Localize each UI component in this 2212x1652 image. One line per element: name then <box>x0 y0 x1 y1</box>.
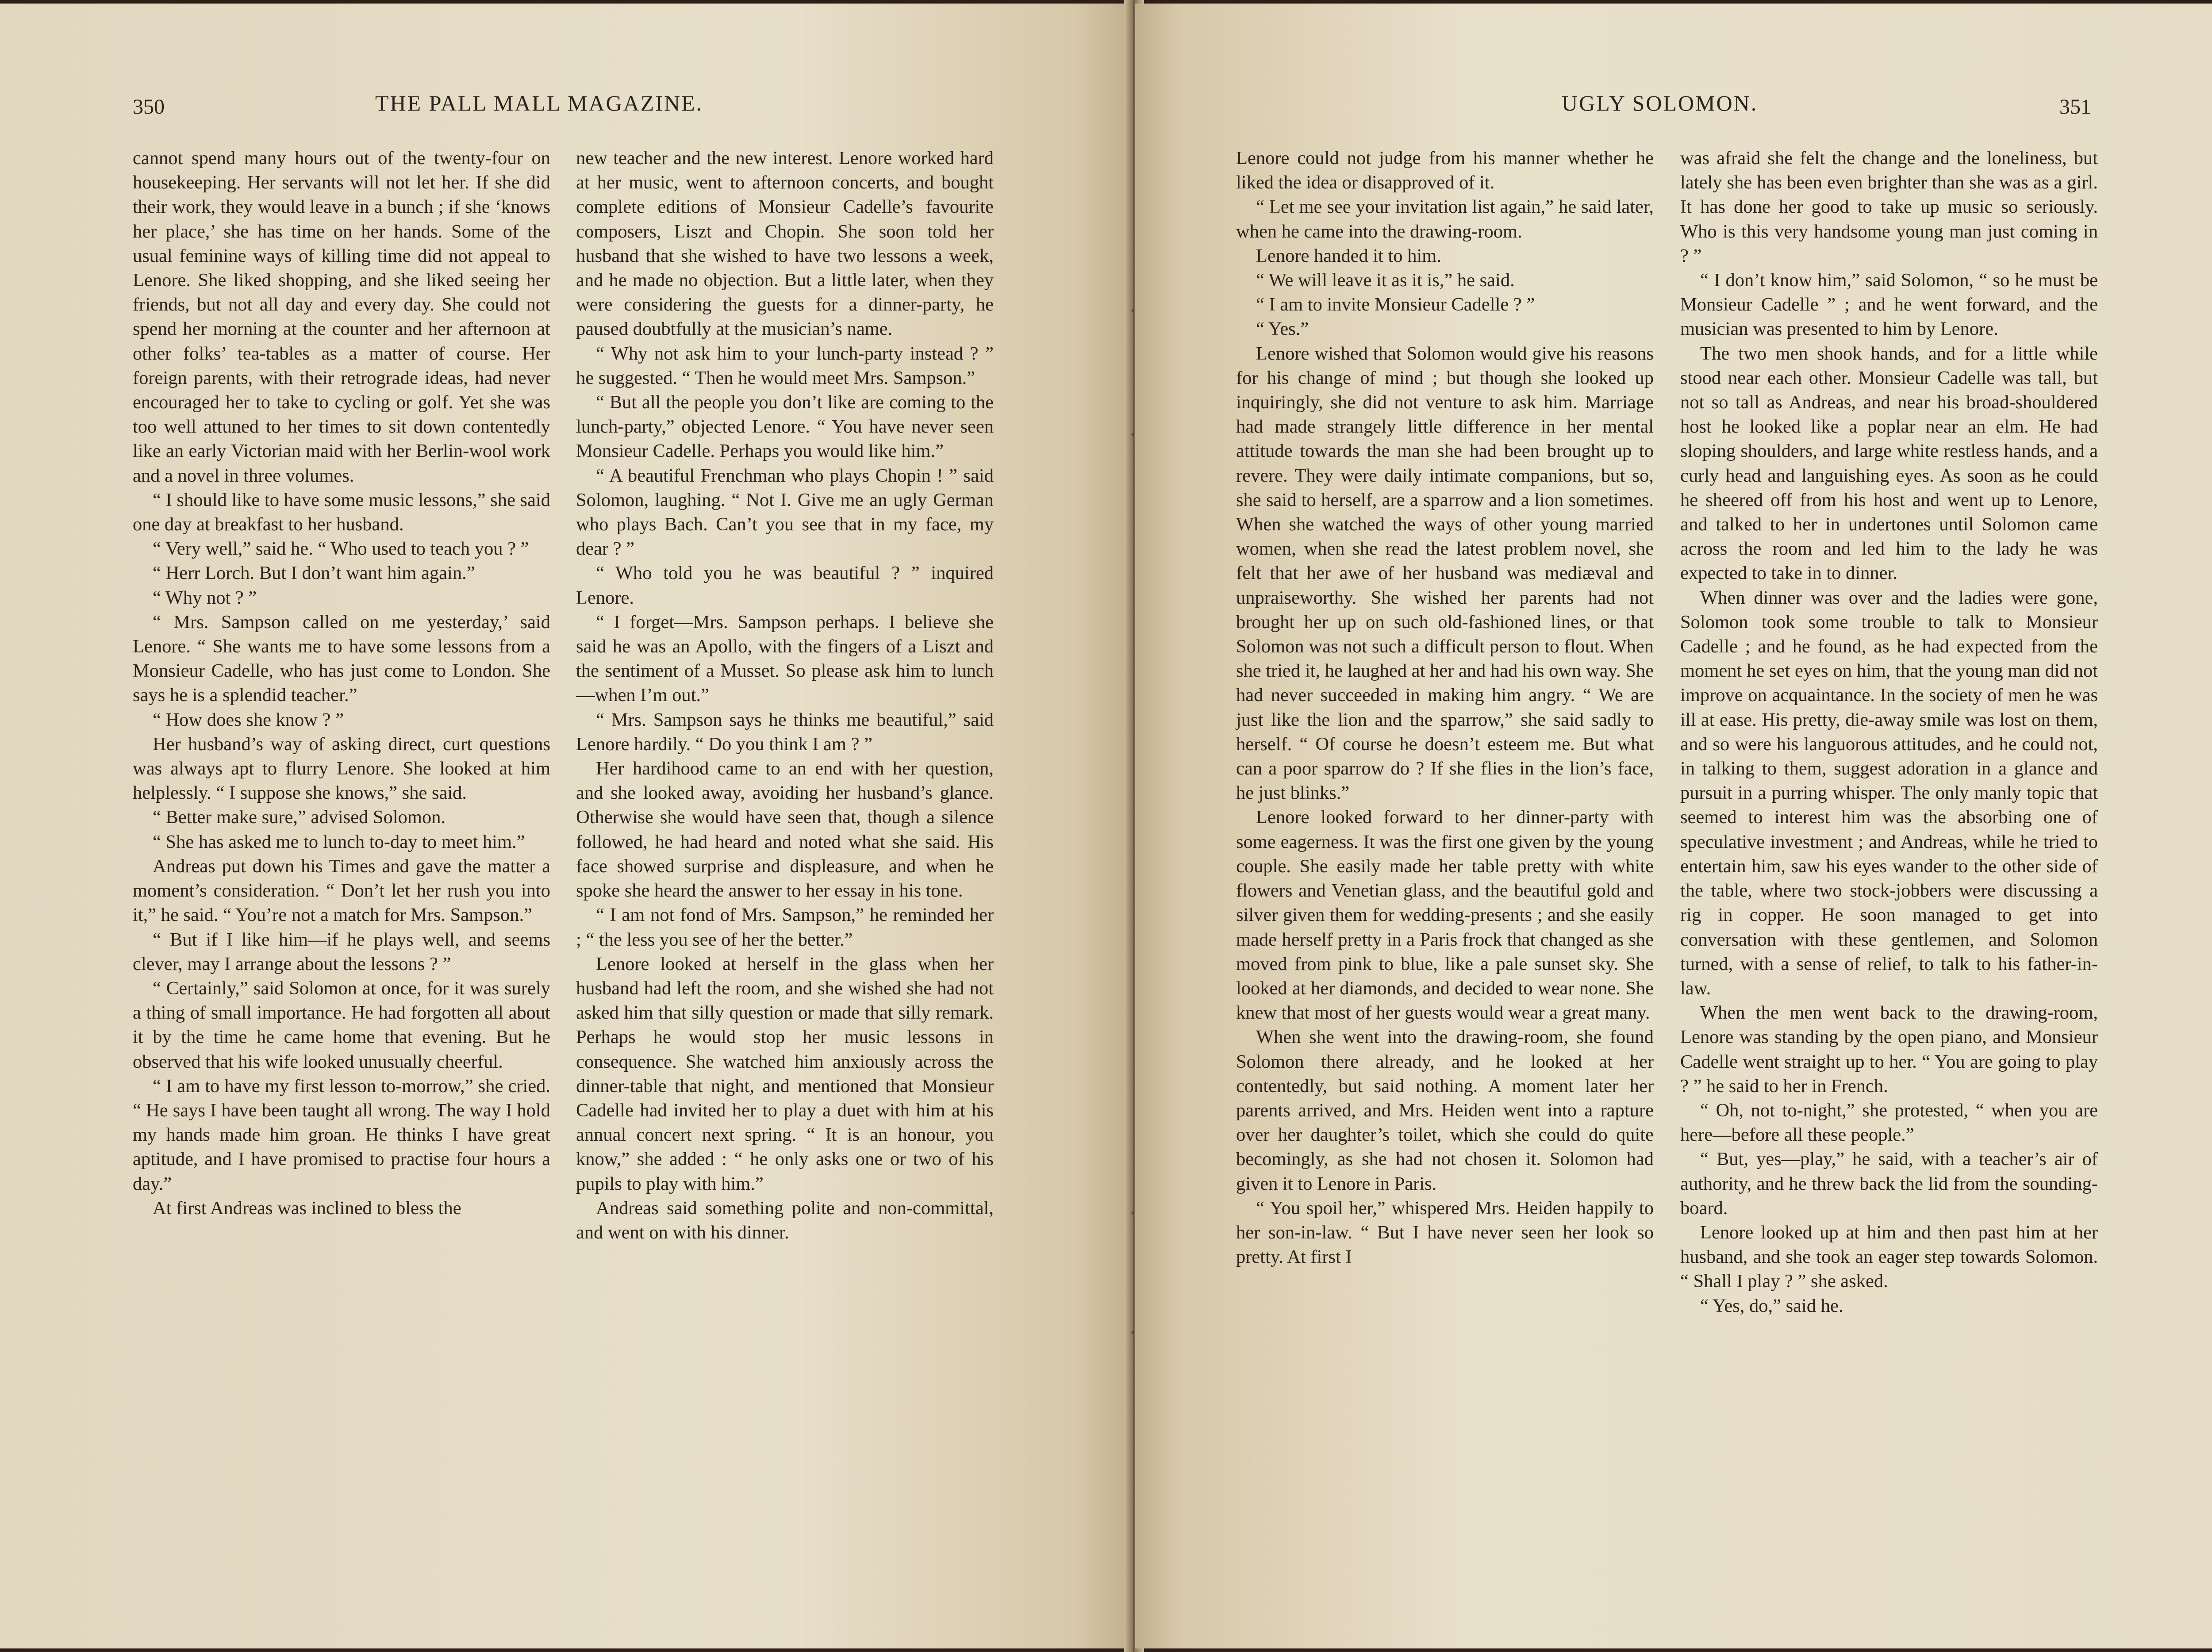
paragraph: “ Who told you he was beautiful ? ” inquired Lenore. <box>576 563 994 608</box>
paragraph: “ She has asked me to lunch to-day to meet him.” <box>153 831 525 852</box>
paragraph: cannot spend many hours out of the twenty-four on housekeeping. Her servants will not let her. If she did their work, they would leave in a bunch ; if she ‘knows her place,’ she has time on her hands. Some of the usual feminine ways of killing time did not appeal to Lenore. She liked shopping, and she liked seeing her friends, but not all day and every day. She could not spend her morning at the counter and her afternoon at other folks’ tea-tables as a matter of course. Her foreign parents, with their retrograde ideas, had never encouraged her to take to cycling or golf. Yet she was too well attuned to her times to sit down contentedly like an early Victorian maid with her Berlin-wool work and a novel in three volumes. <box>133 148 550 486</box>
paragraph: “ We will leave it as it is,” he said. <box>1256 270 1515 291</box>
paragraph: “ Oh, not to-night,” she protested, “ when you are here—before all these people.” <box>1680 1100 2098 1146</box>
paragraph: “ You spoil her,” whispered Mrs. Heiden happily to her son-in-law. “ But I have never seen her look so pretty. At first I <box>1236 1197 1654 1268</box>
paragraph: “ I am to have my first lesson to-morrow,” she cried. “ He says I have been taught all wrong. The way I hold my hands made him groan. He thinks I have great aptitude, and I have promised to practise four hours a day.” <box>133 1075 550 1194</box>
paragraph: Andreas put down his Times and gave the matter a moment’s consideration. “ Don’t let her rush you into it,” he said. “ You’re not a match for Mrs. Sampson.” <box>133 855 550 926</box>
paragraph: Andreas said something polite and non-committal, and went on with his dinner. <box>576 1197 994 1243</box>
left-column-2 <box>576 146 994 1245</box>
paragraph: When dinner was over and the ladies were gone, Solomon took some trouble to talk to Monsieur Cadelle ; and he found, as he had expected from the moment he set eyes on him, that the young man did not improve on acquaintance. In the society of men he was ill at ease. His pretty, die-away smile was lost on them, and so were his languorous attitudes, and he could not, in talking to them, suggest adoration in a glance and pursuit in a purring whisper. The only manly topic that seemed to interest him was the absorbing one of speculative investment ; and Andreas, while he tried to entertain him, saw his eyes wander to the other side of the table, where two stock-jobbers were discussing a rig in copper. He soon managed to get into conversation with these gentlemen, and Solomon turned, with a sense of relief, to talk to his father-in-law. <box>1680 587 2098 999</box>
left-column-1 <box>133 146 550 1220</box>
paragraph: Lenore looked up at him and then past him at her husband, and she took an eager step towards Solomon. “ Shall I play ? ” she asked. <box>1680 1222 2098 1292</box>
paragraph: The two men shook hands, and for a little while stood near each other. Monsieur Cadelle was tall, but not so tall as Andreas, and near his broad-shouldered host he looked like a poplar near an elm. He had sloping shoulders, and large white restless hands, and a curly head and languishing eyes. As soon as he could he sheered off from his host and went up to Lenore, and talked to her in undertones until Solomon came across the room and led him to the lady he was expected to take in to dinner. <box>1680 343 2098 584</box>
paragraph: Lenore looked at herself in the glass when her husband had left the room, and she wished she had not asked him that silly question or made that silly remark. Perhaps he would stop her music lessons in consequence. She watched him anxiously across the dinner-table that night, and mentioned that Monsieur Cadelle had invited her to play a duet with him at his annual concert next spring. “ It is an honour, you know,” she added : “ he only asks one or two of his pupils to play with him.” <box>576 953 994 1194</box>
paragraph: “ Certainly,” said Solomon at once, for it was surely a thing of small importance. He had forgotten all about it by the time he came home that evening. But he observed that his wife looked unusually cheerful. <box>133 977 550 1072</box>
paragraph: “ I forget—Mrs. Sampson perhaps. I believe she said he was an Apollo, with the fingers of a Liszt and the sentiment of a Musset. So please ask him to lunch—when I’m out.” <box>576 611 994 706</box>
paragraph: “ A beautiful Frenchman who plays Chopin ! ” said Solomon, laughing. “ Not I. Give me an ugly German who plays Bach. Can’t you see that in my face, my dear ? ” <box>576 465 994 560</box>
paragraph: “ I should like to have some music lessons,” she said one day at breakfast to her husband. <box>133 489 550 535</box>
paragraph: “ Very well,” said he. “ Who used to teach you ? ” <box>153 538 529 560</box>
paragraph: “ Better make sure,” advised Solomon. <box>153 807 446 828</box>
paragraph: Her husband’s way of asking direct, curt questions was always apt to flurry Lenore. She looked at him helplessly. “ I suppose she knows,” she said. <box>133 733 550 804</box>
paragraph: “ Mrs. Sampson says he thinks me beautiful,” said Lenore hardily. “ Do you think I am ? ” <box>576 709 994 755</box>
paragraph: Lenore could not judge from his manner whether he liked the idea or disapproved of it. <box>1236 148 1654 193</box>
paragraph: “ Yes.” <box>1256 318 1309 340</box>
paragraph: was afraid she felt the change and the loneliness, but lately she has been even brighter than she was as a girl. It has done her good to take up music so seriously. Who is this very handsome young man just coming in ? ” <box>1680 148 2098 266</box>
paragraph: “ Let me see your invitation list again,” he said later, when he came into the drawing-room. <box>1236 196 1654 242</box>
running-head-left: THE PALL MALL MAGAZINE. <box>375 91 703 115</box>
paragraph: “ Why not ask him to your lunch-party instead ? ” he suggested. “ Then he would meet Mrs. Sampson.” <box>576 343 994 388</box>
paragraph: “ Herr Lorch. But I don’t want him again.” <box>153 563 475 584</box>
paragraph: new teacher and the new interest. Lenore worked hard at her music, went to afternoon concerts, and bought complete editions of Monsieur Cadelle’s favourite composers, Liszt and Chopin. She soon told her husband that she wished to have two lessons a week, and he made no objection. But a little later, when they were considering the guests for a dinner-party, he paused doubtfully at the musician’s name. <box>576 148 994 340</box>
paragraph: “ Mrs. Sampson called on me yesterday,’ said Lenore. “ She wants me to have some lessons from a Monsieur Cadelle, who has just come to London. She says he is a splendid teacher.” <box>133 611 550 706</box>
running-head-right: UGLY SOLOMON. <box>1562 91 1758 115</box>
paragraph: “ I am not fond of Mrs. Sampson,” he reminded her ; “ the less you see of her the better.” <box>576 905 994 950</box>
paragraph: “ Why not ? ” <box>153 587 257 608</box>
paragraph: When the men went back to the drawing-room, Lenore was standing by the open piano, and Monsieur Cadelle went straight up to her. “ You are going to play ? ” he said to her in French. <box>1680 1002 2098 1096</box>
paragraph: At first Andreas was inclined to bless the <box>153 1197 461 1219</box>
left-page <box>0 4 1133 1648</box>
paragraph: “ Yes, do,” said he. <box>1700 1295 1843 1316</box>
paragraph: Her hardihood came to an end with her question, and she looked away, avoiding her husband’s glance. Otherwise she would have seen that, though a silence followed, he had heard and noted what she said. His face showed surprise and displeasure, and when he spoke she heard the answer to her essay in his tone. <box>576 758 994 901</box>
page-number-left: 350 <box>133 95 165 119</box>
paragraph: When she went into the drawing-room, she found Solomon there already, and he looked at her contentedly, but said nothing. A moment later her parents arrived, and Mrs. Heiden went into a rapture over her daughter’s toilet, which she could do quite becomingly, as she had not chosen it. Solomon had given it to Lenore in Paris. <box>1236 1027 1654 1194</box>
paragraph: Lenore wished that Solomon would give his reasons for his change of mind ; but though she looked up inquiringly, she did not venture to ask him. Marriage had made strangely little difference in her mental attitude towards the man she had been brought up to revere. They were daily intimate companions, but so, she said to herself, are a sparrow and a lion sometimes. When she watched the ways of other young married women, when she read the latest problem novel, she felt that her awe of her husband was mediæval and unpraiseworthy. She wished her parents had not brought her up on such old-fashioned lines, or that Solomon was not such a difficult person to flout. When she tried it, he laughed at her and had his own way. She had never succeeded in making him angry. “ We are just like the lion and the sparrow,” she said sadly to herself. “ Of course he doesn’t esteem me. But what can a poor sparrow do ? If she flies in the lion’s face, he just blinks.” <box>1236 343 1654 804</box>
paragraph: Lenore handed it to him. <box>1256 245 1441 266</box>
paragraph: “ But if I like him—if he plays well, and seems clever, may I arrange about the lessons ? ” <box>133 929 550 974</box>
paragraph: “ I don’t know him,” said Solomon, “ so he must be Monsieur Cadelle ” ; and he went forward, and the musician was presented to him by Lenore. <box>1680 270 2098 340</box>
paragraph: “ I am to invite Monsieur Cadelle ? ” <box>1256 294 1535 315</box>
right-page: UGLY SOLOMON. 351 Lenore could not judge from his manner whether he liked the idea or disapproved of it. “ Let me see your invitation list again,” he said later, when he came into the drawing-room. Lenore handed it to him. “ We will leave it as it is,” he said. “ I am to invite Monsieur Cadelle ? ” “ Yes.” Lenore wished that Solomon would give his reasons for his change of mind ; but though she looked up inquiringly, she did not venture to ask him. Marriage had made strangely little difference in her mental attitude towards the man she had been brought up to revere. They were daily intimate companions, but so, she said to herself, are a sparrow and a lion sometimes. When she watched the ways of other young married women, when she read the latest problem novel, she felt that her awe of her husband was mediæval and unpraiseworthy. She wished her parents had not brought her up on such old-fashioned lines, or that Solomon was not such a difficult person to flout. When she tried it, he laughed at her and had his own way. She had never succeeded in making him angry. “ We are just like the lion and the sparrow,” she said sadly to herself. “ Of course he doesn’t esteem me. But what can a poor sparrow do ? If she flies in the lion’s face, he just blinks.” Lenore looked forward to her dinner-party with some eagerness. It was the first one given by the young couple. She easily made her table pretty with white flowers and Venetian glass, and the beautiful gold and silver given them for wedding-presents ; and she easily made herself pretty in a Paris frock that changed as she moved from pink to blue, like a pale sunset sky. She looked at her diamonds, and decided to wear none. She knew that most of her guests would wear a great many. When she went into the drawing-room, she found Solomon there already, and he looked at her contentedly, but said nothing. A moment later her parents arrived, and Mrs. Heiden went into a rapture over her daughter’s toilet, which she could do quite becomingly, as she had not chosen it. Solomon had given it to Lenore in Paris. “ You spoil her,” whispered Mrs. Heiden happily to her son-in-law. “ But I have never seen her look so pretty. At first I was afraid she felt the change and the loneliness, but lately she has been even brighter than she was as a girl. It has done her good to take up music so seriously. Who is this very handsome young man just coming in ? ” “ I don’t know him,” said Solomon, “ so he must be Monsieur Cadelle ” ; and he went forward, and the musician was presented to him by Lenore. The two men shook hands, and for a little while stood near each other. Monsieur Cadelle was tall, but not so tall as Andreas, and near his broad-shouldered host he looked like a poplar near an elm. He had sloping shoulders, and large white restless hands, and a curly head and languishing eyes. As soon as he could he sheered off from his host and went up to Lenore, and talked to her in undertones until Solomon came across the room and led him to the lady he was expected to take in to dinner. When dinner was over and the ladies were gone, Solomon took some trouble to talk to Monsieur Cadelle ; and he found, as he had expected from the moment he set eyes on him, that the young man did not improve on acquaintance. In the society of men he was ill at ease. His pretty, die-away smile was lost on them, and so were his languorous attitudes, and he could not, in talking to them, suggest adoration in a glance and pursuit in a purring whisper. The only manly topic that seemed to interest him was the absorbing one of speculative investment ; and Andreas, while he tried to entertain him, saw his eyes wander to the other side of the table, where two stock-jobbers were discussing a rig in copper. He soon managed to get into conversation with these gentlemen, and Solomon turned, with a sense of relief, to talk to his father-in-law. When the men went back to the drawing-room, Lenore was standing by the open piano, and Monsieur Cadelle went straight up to her. “ You are going to play ? ” he said to her in French. “ Oh, not to-night,” she protested, “ when you are here—before all these people.” “ But, yes—play,” he said, with a teacher’s air of authority, and he threw back the lid from the sounding-board. Lenore looked up at him and then past him at her husband, and she took an eager step towards Solomon. “ Shall I play ? ” she asked. “ Yes, do,” said he. • • • • <box>1135 4 2212 1648</box>
paragraph: “ But, yes—play,” he said, with a teacher’s air of authority, and he threw back the lid from the sounding-board. <box>1680 1149 2098 1219</box>
paragraph: “ But all the people you don’t like are coming to the lunch-party,” objected Lenore. “ You have never seen Monsieur Cadelle. Perhaps you would like him.” <box>576 392 994 462</box>
page-number-right: 351 <box>2059 95 2091 119</box>
paragraph: “ How does she know ? ” <box>153 709 344 730</box>
right-column-2 <box>1680 146 2098 1318</box>
paragraph: Lenore looked forward to her dinner-party with some eagerness. It was the first one given by the young couple. She easily made her table pretty with white flowers and Venetian glass, and the beautiful gold and silver given them for wedding-presents ; and she easily made herself pretty in a Paris frock that changed as she moved from pink to blue, like a pale sunset sky. She looked at her diamonds, and decided to wear none. She knew that most of her guests would wear a great many. <box>1236 807 1654 1023</box>
right-column-1 <box>1236 146 1654 1269</box>
